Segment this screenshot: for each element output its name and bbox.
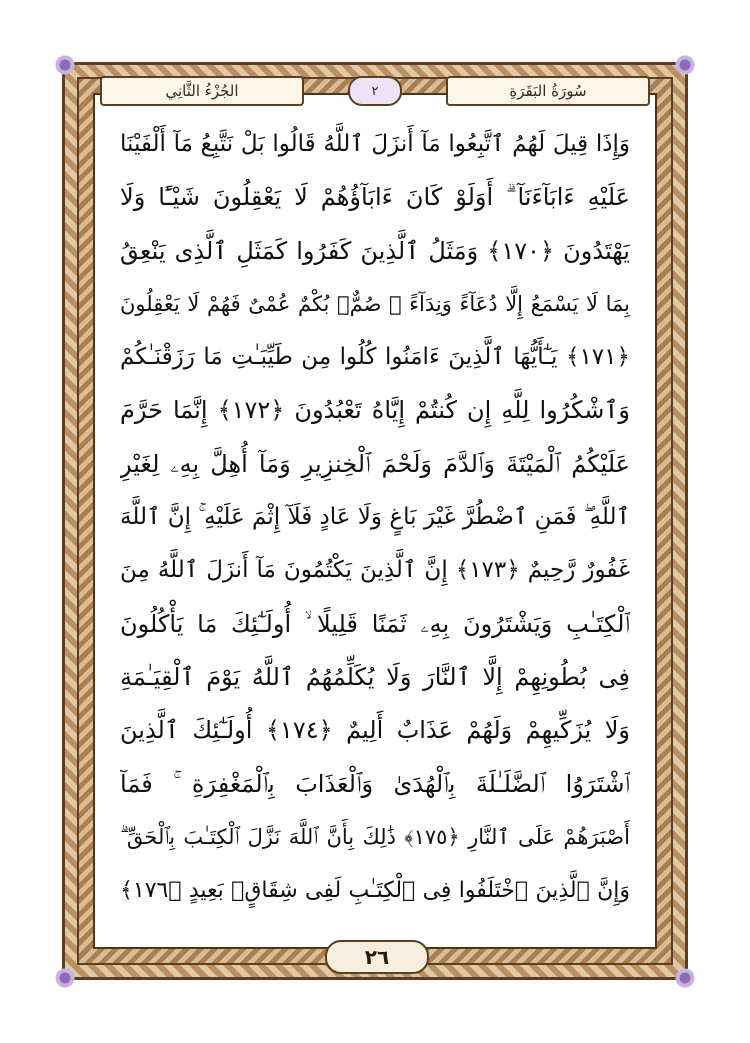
text-line: ٱشْتَرَوُا ٱلضَّلَـٰلَةَ بِٱلْهُدَىٰ وَٱلْعَذَابَ بِٱلْمَغْفِرَةِ ۚ فَمَآ bbox=[120, 769, 630, 798]
text-line: وَلَا يُزَكِّيهِمْ وَلَهُمْ عَذَابٌ أَلِيمٌ ﴿١٧٤﴾ أُولَـٰٓئِكَ ٱلَّذِينَ bbox=[120, 716, 630, 745]
text-line: وَإِنَّ ٱلَّذِينَ ٱخْتَلَفُوا فِى ٱلْكِتَـٰبِ لَفِى شِقَاقٍۭ بَعِيدٍ ﴿١٧٦﴾ bbox=[120, 878, 630, 904]
text-line: أَصْبَرَهُمْ عَلَى ٱلنَّارِ ﴿١٧٥﴾ ذَٰلِكَ بِأَنَّ ٱللَّهَ نَزَّلَ ٱلْكِتَـٰبَ بِٱلْحَقِّ ۗ bbox=[120, 824, 630, 849]
header-marker: ٢ bbox=[348, 76, 402, 106]
surah-name: سُورَةُ البَقَرَةِ bbox=[446, 76, 650, 106]
text-line: ٱللَّهِ ۖ فَمَنِ ٱضْطُرَّ غَيْرَ بَاغٍ وَلَا عَادٍ فَلَآ إِثْمَ عَلَيْهِ ۚ إِنَّ ٱللَّهَ bbox=[120, 504, 630, 531]
text-line: عَلَيْكُمُ ٱلْمَيْتَةَ وَٱلدَّمَ وَلَحْمَ ٱلْخِنزِيرِ وَمَآ أُهِلَّ بِهِۦ لِغَيْرِ bbox=[120, 449, 630, 478]
text-line: وَٱشْكُرُوا لِلَّهِ إِن كُنتُمْ إِيَّاهُ تَعْبُدُونَ ﴿١٧٢﴾ إِنَّمَا حَرَّمَ bbox=[120, 396, 630, 425]
page-header bbox=[100, 76, 650, 106]
corner-flower-icon bbox=[672, 965, 698, 991]
text-line: وَإِذَا قِيلَ لَهُمُ ٱتَّبِعُوا مَآ أَنزَلَ ٱللَّهُ قَالُوا بَلْ نَتَّبِعُ مَآ أَلْفَيْنَا bbox=[120, 131, 630, 157]
corner-flower-icon bbox=[52, 965, 78, 991]
text-line: فِى بُطُونِهِمْ إِلَّا ٱلنَّارَ وَلَا يُكَلِّمُهُمُ ٱللَّهُ يَوْمَ ٱلْقِيَـٰمَةِ bbox=[120, 662, 630, 691]
corner-flower-icon bbox=[672, 52, 698, 78]
text-line: ٱلْكِتَـٰبِ وَيَشْتَرُونَ بِهِۦ ثَمَنًا قَلِيلًا ۙ أُولَـٰٓئِكَ مَا يَأْكُلُونَ bbox=[120, 609, 630, 638]
page-number: ٢٦ bbox=[325, 940, 429, 974]
text-line: بِمَا لَا يَسْمَعُ إِلَّا دُعَآءً وَنِدَآءً ۚ صُمٌّۢ بُكْمٌ عُمْىٌ فَهُمْ لَا يَعْقِلُونَ bbox=[120, 291, 630, 316]
juz-name: الجُزْءُ الثَّانِي bbox=[100, 76, 304, 106]
text-line: يَهْتَدُونَ ﴿١٧٠﴾ وَمَثَلُ ٱلَّذِينَ كَفَرُوا كَمَثَلِ ٱلَّذِى يَنْعِقُ bbox=[120, 236, 630, 265]
text-line: ﴿١٧١﴾ يَـٰٓأَيُّهَا ٱلَّذِينَ ءَامَنُوا كُلُوا مِن طَيِّبَـٰتِ مَا رَزَقْنَـٰكُمْ bbox=[120, 344, 630, 371]
text-line: غَفُورٌ رَّحِيمٌ ﴿١٧٣﴾ إِنَّ ٱلَّذِينَ يَكْتُمُونَ مَآ أَنزَلَ ٱللَّهُ مِنَ bbox=[120, 557, 630, 584]
text-line: عَلَيْهِ ءَابَآءَنَآ ۗ أَوَلَوْ كَانَ ءَابَآؤُهُمْ لَا يَعْقِلُونَ شَيْـًٔا وَلَا bbox=[120, 183, 630, 212]
verse-text bbox=[120, 118, 630, 918]
corner-flower-icon bbox=[52, 52, 78, 78]
